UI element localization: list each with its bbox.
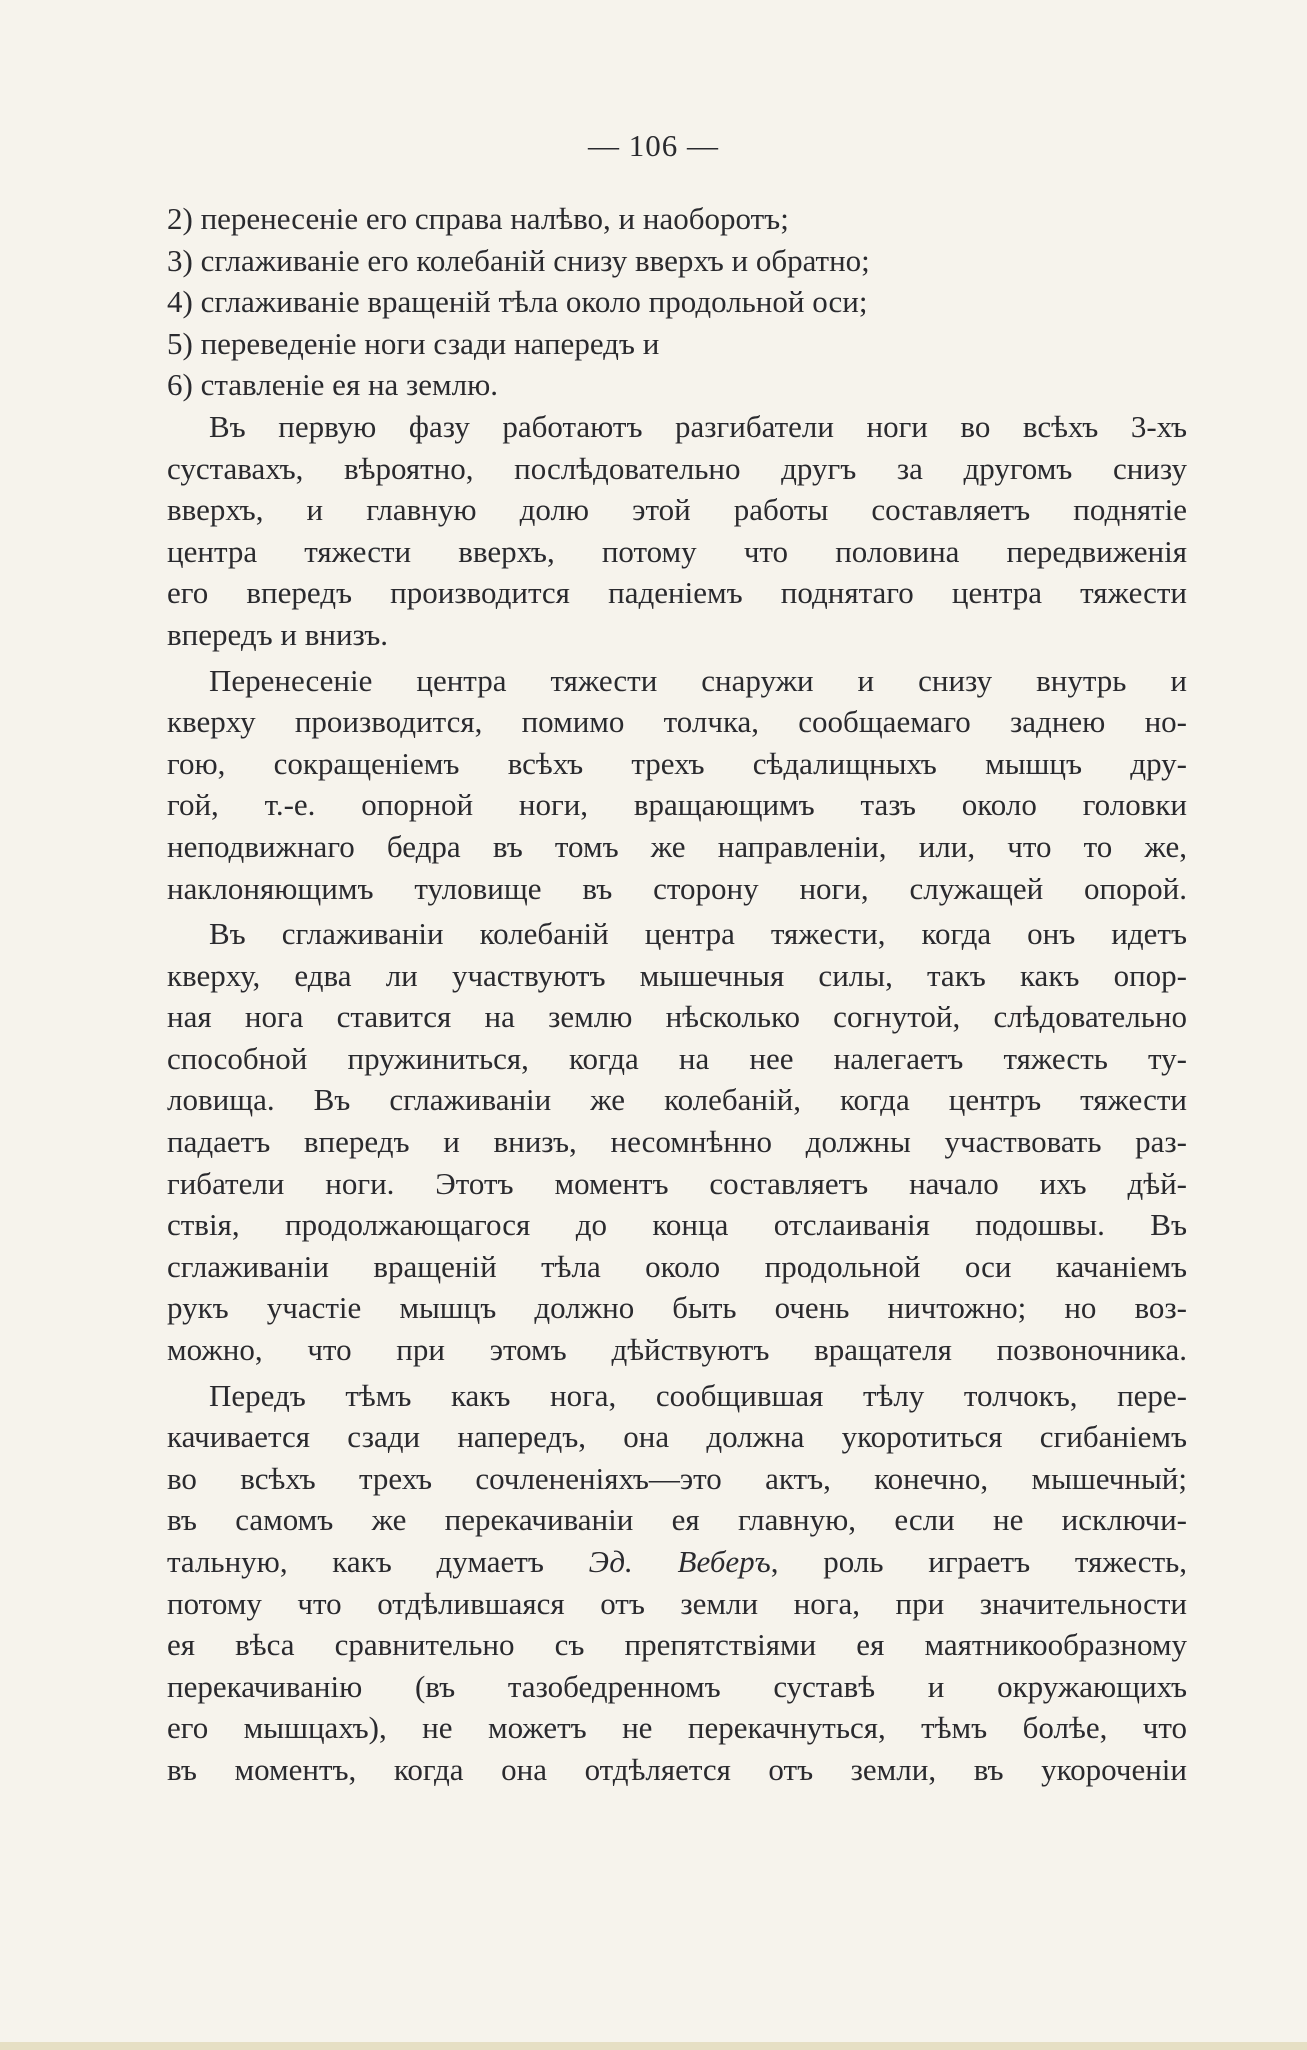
paragraph-line: гою, сокращеніемъ всѣхъ трехъ сѣдалищныхъ мышцъ дру-	[167, 745, 1187, 781]
line-start: тальную, какъ думаетъ	[167, 1544, 589, 1579]
paragraph-line: можно, что при этомъ дѣйствуютъ вращателя позвоночника.	[167, 1332, 1187, 1368]
paragraph-line: его впередъ производится паденіемъ поднятаго центра тяжести	[167, 575, 1187, 611]
paragraph-line: падаетъ впередъ и внизъ, несомнѣнно должны участвовать раз-	[167, 1124, 1187, 1160]
page-edge	[0, 2042, 1307, 2050]
paragraph-line: ловища. Въ сглаживаніи же колебаній, когда центръ тяжести	[167, 1082, 1187, 1118]
paragraph-line: вверхъ, и главную долю этой работы составляетъ поднятіе	[167, 492, 1187, 528]
line-end: , роль играетъ тяжесть,	[770, 1544, 1187, 1579]
paragraph-line: перекачиванію (въ тазобедренномъ суставѣ и окружающихъ	[167, 1668, 1187, 1704]
paragraph-line: его мышцахъ), не можетъ не перекачнуться, тѣмъ болѣе, что	[167, 1710, 1187, 1746]
paragraph-line: потому что отдѣлившаяся отъ земли нога, при значительности	[167, 1585, 1187, 1621]
paragraph-3	[167, 913, 1187, 1371]
paragraph-line: неподвижнаго бедра въ томъ же направленіи, или, что то же,	[167, 828, 1187, 864]
paragraph-line: ея вѣса сравнительно съ препятствіями ея маятникообразному	[167, 1627, 1187, 1663]
list-item: 2) перенесеніе его справа налѣво, и наоборотъ;	[167, 201, 789, 236]
paragraph-line: наклоняющимъ туловище въ сторону ноги, служащей опорой.	[167, 870, 1187, 906]
page-number: — 106 —	[588, 128, 719, 163]
paragraph-1	[167, 406, 1187, 656]
paragraph-line: сглаживаніи вращеній тѣла около продольной оси качаніемъ	[167, 1248, 1187, 1284]
paragraph-line: рукъ участіе мышцъ должно быть очень ничтожно; но воз-	[167, 1290, 1187, 1326]
paragraph-line: гибатели ноги. Этотъ моментъ составляетъ начало ихъ дѣй-	[167, 1165, 1187, 1201]
body-text	[167, 198, 1187, 1791]
paragraph-line: Въ сглаживаніи колебаній центра тяжести, когда онъ идетъ	[209, 916, 1187, 952]
paragraph-line: Въ первую фазу работаютъ разгибатели ноги во всѣхъ 3-хъ	[209, 408, 1187, 444]
paragraph-line: ная нога ставится на землю нѣсколько согнутой, слѣдовательно	[167, 999, 1187, 1035]
paragraph-4	[167, 1375, 1187, 1791]
paragraph-line: способной пружиниться, когда на нее налегаетъ тяжесть ту-	[167, 1040, 1187, 1076]
paragraph-line: во всѣхъ трехъ сочлененіяхъ—это актъ, конечно, мышечный;	[167, 1460, 1187, 1496]
list-item: 4) сглаживаніе вращеній тѣла около продольной оси;	[167, 284, 868, 320]
paragraph-line: Перенесеніе центра тяжести снаружи и снизу внутрь и	[209, 662, 1187, 698]
list-item: 5) переведеніе ноги сзади напередъ и	[167, 325, 660, 361]
paragraph-line: Передъ тѣмъ какъ нога, сообщившая тѣлу толчокъ, пере-	[209, 1377, 1187, 1413]
paragraph-line: ствія, продолжающагося до конца отслаиванія подошвы. Въ	[167, 1207, 1187, 1243]
paragraph-line: въ моментъ, когда она отдѣляется отъ земли, въ укороченіи	[167, 1751, 1187, 1787]
list-item: 3) сглаживаніе его колебаній снизу вверхъ и обратно;	[167, 242, 870, 278]
paragraph-line: кверху, едва ли участвуютъ мышечныя силы, такъ какъ опор-	[167, 957, 1187, 993]
list-item: 6) ставленіе ея на землю.	[167, 367, 499, 403]
paragraph-2	[167, 660, 1187, 910]
paragraph-line: кверху производится, помимо толчка, сообщаемаго заднею но-	[167, 704, 1187, 740]
paragraph-line: въ самомъ же перекачиваніи ея главную, если не исключи-	[167, 1502, 1187, 1538]
numbered-list	[167, 198, 1187, 406]
paragraph-line: центра тяжести вверхъ, потому что половина передвиженія	[167, 533, 1187, 569]
paragraph-line: суставахъ, вѣроятно, послѣдовательно другъ за другомъ снизу	[167, 450, 1187, 486]
author-name: Эд. Веберъ	[588, 1544, 771, 1579]
paragraph-line: впередъ и внизъ.	[167, 616, 389, 652]
paragraph-line: гой, т.-е. опорной ноги, вращающимъ тазъ около головки	[167, 787, 1187, 823]
paragraph-line-with-name	[167, 1541, 1187, 1583]
paragraph-line: качивается сзади напередъ, она должна укоротиться сгибаніемъ	[167, 1419, 1187, 1455]
